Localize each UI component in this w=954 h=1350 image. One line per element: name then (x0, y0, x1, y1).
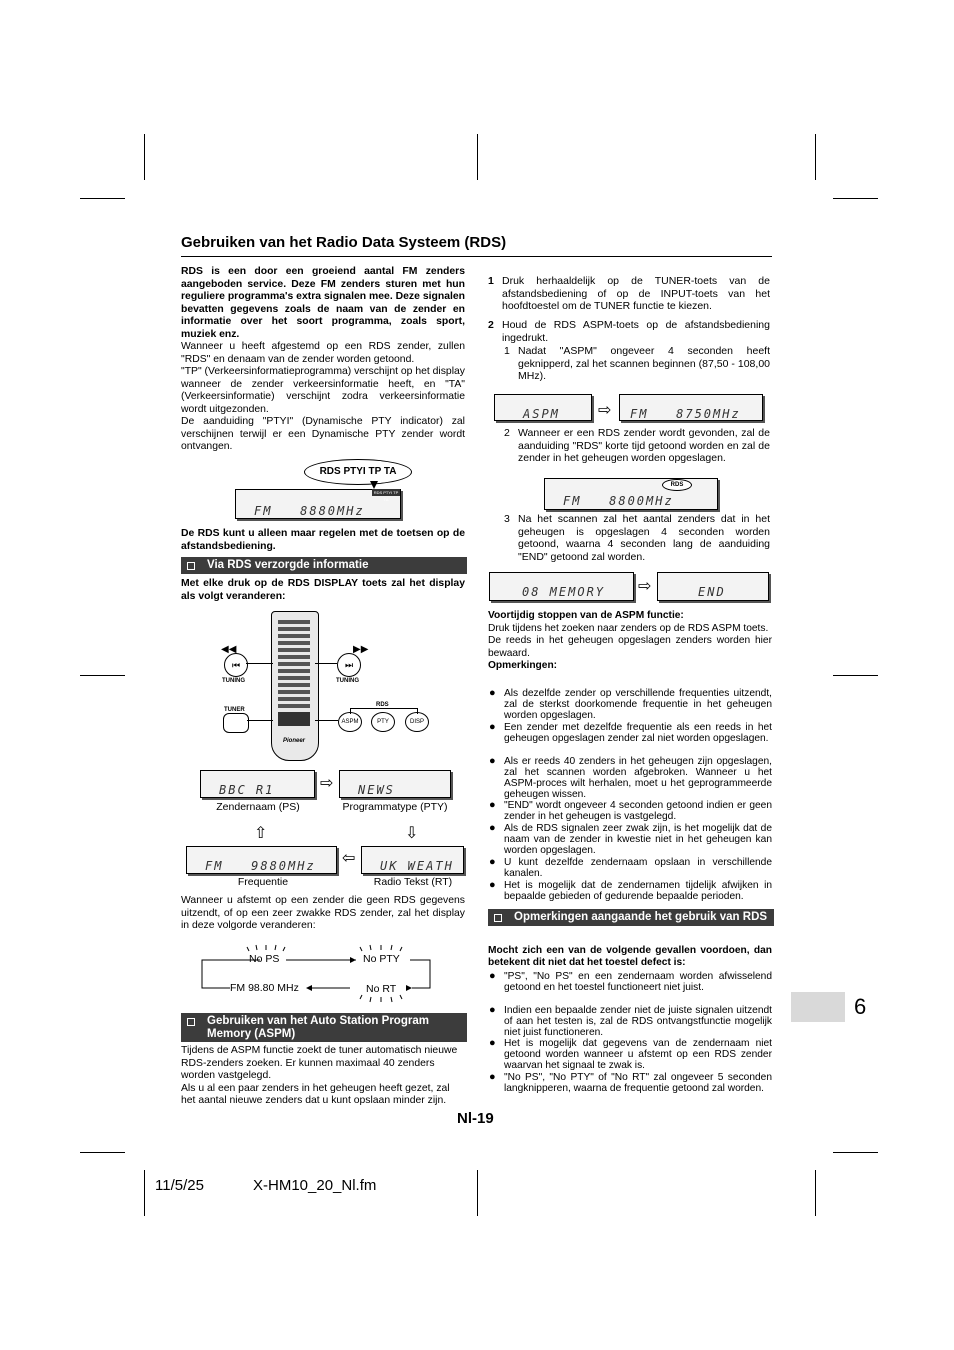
flow-no-rt: No RT (366, 983, 397, 995)
lcd-8800: FM 8800MHz (544, 478, 718, 510)
rewind-icon: ◀◀ (221, 644, 237, 655)
remark-text: "END" wordt ongeveer 4 seconden getoond indien er geen zender in het geheugen is vastgelegd. (504, 800, 772, 822)
bullet-icon: ● (489, 1004, 496, 1016)
chapter-number: 6 (854, 994, 867, 1019)
sub1-text: Nadat "ASPM" ongeveer 4 seconden heeft geknipperd, zal het scannen beginnen (87,50 - 108,00 MHz). (518, 345, 770, 382)
crop-mark (815, 134, 816, 180)
bullet-icon: ● (489, 799, 496, 811)
tuning-up-button: ⏭ (337, 653, 361, 677)
remark-item (489, 879, 772, 902)
step2-number: 2 (488, 319, 494, 331)
lcd-pty: NEWS (339, 770, 451, 798)
crop-mark (80, 1152, 125, 1153)
caption-ps: Zendernaam (PS) (216, 801, 300, 813)
stop-text2: De reeds in het geheugen opgeslagen zenders worden hier bewaard. (488, 635, 772, 659)
section3-bold: Mocht zich een van de volgende gevallen voordoen, dan betekent dit niet dat het toestel defect is: (488, 945, 772, 968)
case-item (489, 1037, 772, 1071)
pty-button: PTY (371, 712, 395, 732)
aspm-button: ASPM (338, 712, 362, 732)
lcd-aspm: ASPM (494, 394, 592, 421)
arrow-left-icon: ⇦ (342, 850, 356, 867)
remarks-title: Opmerkingen: (488, 660, 558, 671)
lcd-frequency: FM 9880MHz (186, 846, 337, 874)
crop-mark (833, 198, 878, 199)
tuning-right-label: TUNING (336, 678, 359, 684)
remark-text: Een zender met dezelfde frequentie als een reeds in het geheugen opgeslagen zender zal niet worden opgeslagen. (504, 722, 772, 744)
intro-p3: De aanduiding "PTYI" (Dynamische PTY indicator) zal verschijnen terwijl er een Dynamische PTY zender wordt ontvangen. (181, 416, 465, 452)
sub3-text: Na het scannen zal het aantal zenders dat in het geheugen is opgeslagen 4 seconden worden getoond, waarna 4 seconden lang de aanduiding "END" getoond zal worden. (518, 513, 770, 563)
case-text: Het is mogelijk dat gegevens van de zendernaam niet getoond worden wanneer u afstemt op een RDS zender waarvan het signaal te zwak is. (504, 1038, 772, 1071)
crop-mark (477, 1170, 478, 1216)
caption-radiotext: Radio Tekst (RT) (373, 876, 453, 888)
section1-text: Met elke druk op de RDS DISPLAY toets zal het display als volgt veranderen: (181, 578, 465, 602)
sub2-number: 2 (504, 427, 510, 439)
square-icon (494, 914, 502, 922)
tuner-button (223, 713, 249, 733)
remark-item (489, 822, 772, 856)
remark-text: Als er reeds 40 zenders in het geheugen zijn opgeslagen, zal het scannen worden afgebroken. Wanneer u het ASPM-proces wilt herhalen, moet u het geprogrammeerde geheugen wissen. (504, 756, 772, 800)
bullet-icon: ● (489, 1071, 496, 1083)
arrow-right-icon: ⇨ (320, 775, 334, 792)
intro-p1: Wanneer u heeft afgestemd op een RDS zender, zullen "RDS" en denaam van de zender worden getoond. (181, 341, 465, 365)
sub3-number: 3 (504, 513, 510, 525)
section-rds-remarks (488, 909, 774, 926)
flow-no-pty: No PTY (363, 953, 400, 965)
intro-block (181, 266, 465, 454)
note-bold: De RDS kunt u alleen maar regelen met de toetsen op de afstandsbediening. (181, 528, 465, 552)
arrow-right-icon: ⇨ (598, 402, 612, 419)
section-rds-info-title: Via RDS verzorgde informatie (207, 559, 369, 571)
remark-text: Als de RDS signalen zeer zwak zijn, is het mogelijk dat de naam van de zender in kwestie niet in het geheugen kan worden opgeslagen. (504, 823, 772, 856)
remote-brand: Pioneer (282, 738, 305, 744)
disp-button: DISP (405, 712, 429, 732)
lcd-8750: FM 8750MHz (619, 394, 763, 421)
square-icon (187, 562, 195, 570)
chapter-tab (791, 992, 845, 1022)
bullet-icon: ● (489, 687, 496, 699)
bullet-icon: ● (489, 822, 496, 834)
arrow-up-icon: ⇧ (254, 825, 268, 842)
crop-mark (80, 198, 125, 199)
sub1-number: 1 (504, 345, 510, 357)
leader-line (247, 720, 273, 721)
section-rds-info (181, 557, 467, 574)
lcd-main: FM 8880MHz (235, 489, 401, 519)
remark-text: Het is mogelijk dat de zendernamen tijdelijk afwijken in bepaalde gebieden of gedurende bepaalde perioden. (504, 880, 772, 902)
fast-forward-icon: ▶▶ (353, 644, 369, 655)
caption-frequency: Frequentie (237, 876, 289, 888)
title-rule (181, 256, 772, 257)
step1-number: 1 (488, 275, 494, 287)
bullet-icon: ● (489, 1037, 496, 1049)
step1-text: Druk herhaaldelijk op de TUNER-toets van de afstandsbediening of op de INPUT-toets van het hoofdtoestel om de TUNER functie te kiezen. (502, 275, 770, 312)
flow-frequency: FM 98.80 MHz (230, 982, 299, 994)
leader-line (315, 720, 338, 721)
page-title: Gebruiken van het Radio Data Systeem (RDS) (181, 234, 507, 251)
stop-text1: Druk tijdens het zoeken naar zenders op de RDS ASPM toets. (488, 622, 769, 634)
no-signal-flow-diagram (190, 942, 450, 1004)
footer-file: X-HM10_20_Nl.fm (253, 1177, 377, 1194)
bubble-pointer (370, 481, 378, 489)
case-text: Indien een bepaalde zender niet de juiste signalen uitzendt of aan het testen is, zal de RDS ontvangstfunctie mogelijk niet juist functioneren. (504, 1005, 772, 1038)
lcd-memory: 08 MEMORY (489, 572, 634, 601)
footer-date: 11/5/25 (155, 1177, 204, 1194)
step2-text: Houd de RDS ASPM-toets op de afstandsbediening ingedrukt. (502, 319, 770, 344)
bullet-icon: ● (489, 755, 496, 767)
bullet-icon: ● (489, 721, 496, 733)
case-item (489, 970, 772, 993)
remark-text: Als dezelfde zender op verschillende frequenties uitzendt, zal de sterkst doorkomende frequentie in het geheugen worden opgeslagen. (504, 688, 772, 721)
tuner-label: TUNER (224, 707, 245, 713)
lcd-end: END (657, 572, 769, 601)
remark-item (489, 687, 772, 721)
stop-title: Voortijdig stoppen van de ASPM functie: (488, 610, 684, 621)
section-aspm-title: Gebruiken van het Auto Station Program Memory (ASPM) (207, 1015, 429, 1040)
tuning-down-button: ⏮ (224, 653, 248, 677)
rds-indicator: RDS (662, 479, 692, 491)
remark-item (489, 721, 772, 744)
intro-bold: RDS is een door een groeiend aantal FM zenders aangeboden service. Deze FM zenders sturen met hun reguliere programma's extra signalen mee. Deze signalen bevatten gegevens zoals de naam van de zender en informatie over het soort programma, zoals sport, muziek enz. (181, 266, 465, 340)
section-aspm (181, 1013, 467, 1042)
lcd-radiotext: UK WEATH (361, 846, 464, 874)
page-number: Nl-19 (457, 1110, 494, 1127)
case-text: "PS", "No PS" en een zendernaam worden afwisselend getoond en het toestel functioneert niet juist. (504, 971, 772, 993)
remark-item (489, 856, 772, 879)
aspm-text (181, 1045, 465, 1108)
bullet-icon: ● (489, 970, 496, 982)
crop-mark (144, 1170, 145, 1216)
weak-signal-text: Wanneer u afstemt op een zender die geen RDS gegevens uitzendt, of op een zeer zwakke RDS zender, zal het display in deze volgorde veranderen: (181, 895, 465, 931)
bullet-icon: ● (489, 856, 496, 868)
remote-keypad (278, 620, 310, 710)
lcd-ps: BBC R1 (200, 770, 315, 798)
sub2-text: Wanneer er een RDS zender wordt gevonden, zal de aanduiding "RDS" korte tijd getoond worden en zal de zender in het geheugen worden opgeslagen. (518, 427, 770, 464)
section-rds-remarks-title: Opmerkingen aangaande het gebruik van RDS (514, 911, 768, 923)
leader-line (315, 663, 337, 664)
crop-mark (477, 134, 478, 180)
arrow-down-icon: ⇩ (405, 825, 419, 842)
intro-p2: "TP" (Verkeersinformatieprogramma) verschijnt op het display wanneer de zender verkeersinformatie heeft, en "TA" (Verkeersinformatie) verschijnt zodra verkeersinformatie wordt uitgezonden. (181, 366, 465, 415)
remote-control-illustration (271, 611, 319, 761)
crop-mark (833, 675, 878, 676)
remark-item (489, 755, 772, 800)
aspm-text2: Als u al een paar zenders in het geheugen heeft gezet, zal het aantal nieuwe zenders dat u kunt opslaan minder zijn. (181, 1082, 450, 1106)
crop-mark (815, 1170, 816, 1216)
case-text: "No PS", "No PTY" of "No RT" zal ongeveer 5 seconden langknipperen, waarna de frequentie getoond zal worden. (504, 1072, 772, 1094)
flow-no-ps: No PS (249, 953, 280, 965)
crop-mark (80, 675, 125, 676)
remark-text: U kunt dezelfde zendernaam opslaan in verschillende kanalen. (504, 857, 772, 879)
leader-line (246, 663, 273, 664)
rds-label: RDS (376, 702, 389, 708)
indicator-bubble: RDS PTYI TP TA (304, 459, 412, 485)
stop-block (488, 610, 772, 673)
crop-mark (144, 134, 145, 180)
bullet-icon: ● (489, 879, 496, 891)
aspm-text1: Tijdens de ASPM functie zoekt de tuner automatisch nieuwe RDS-zenders zoeken. Er kunnen maximaal 40 zenders worden vastgelegd. (181, 1045, 458, 1081)
remark-item (489, 799, 772, 822)
indicator-strip: RDS PTYI TP TA (373, 490, 399, 502)
crop-mark (833, 1152, 878, 1153)
case-item (489, 1004, 772, 1038)
tuning-left-label: TUNING (222, 678, 245, 684)
arrow-right-icon: ⇨ (638, 578, 652, 595)
case-item (489, 1071, 772, 1094)
square-icon (187, 1018, 195, 1026)
remote-rds-keys (278, 712, 310, 726)
caption-pty: Programmatype (PTY) (342, 801, 448, 813)
